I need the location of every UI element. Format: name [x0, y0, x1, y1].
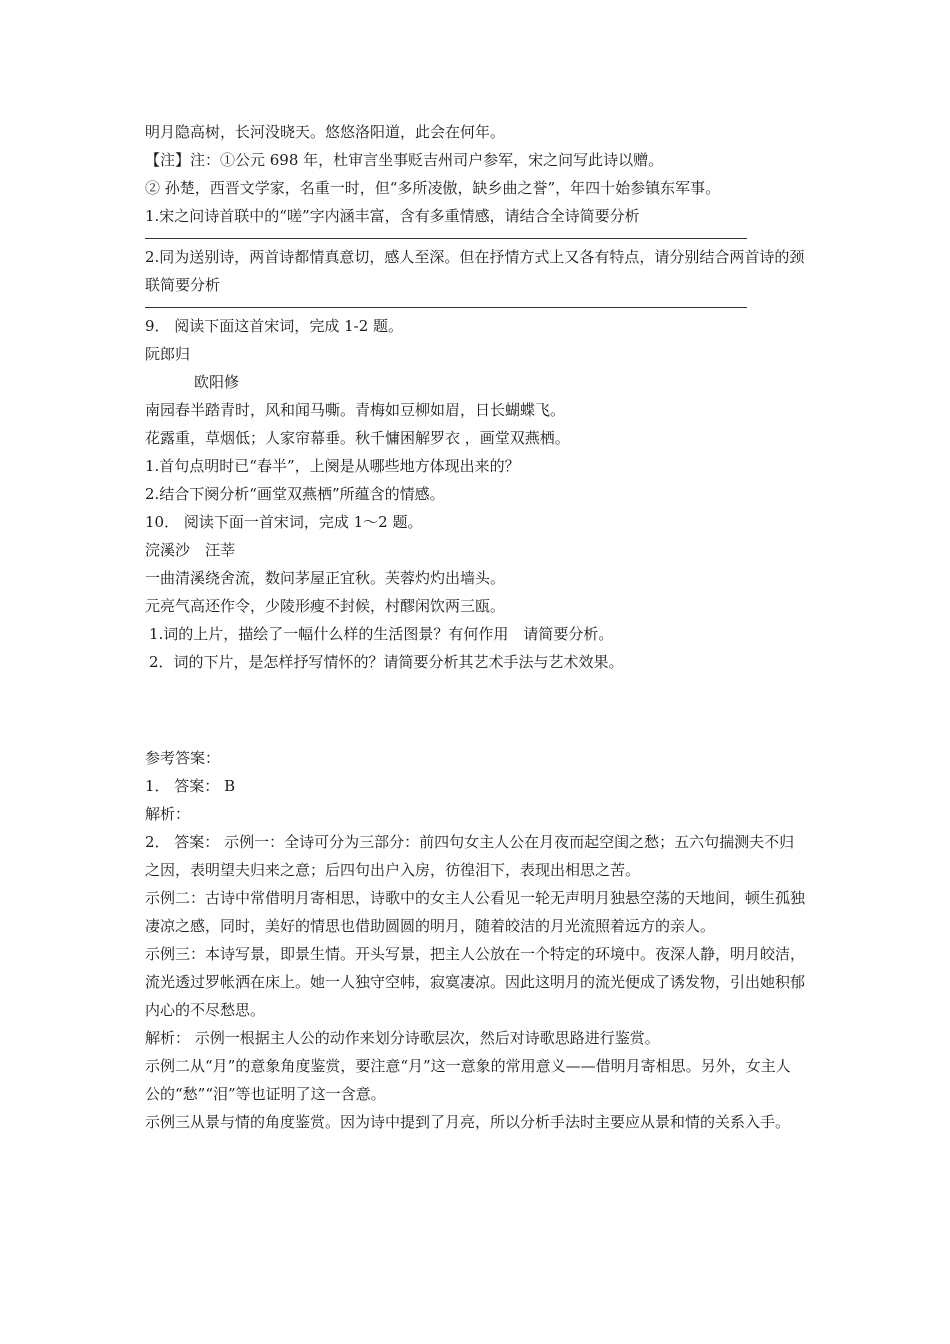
section-9-heading: 9． 阅读下面这首宋词，完成 1-2 题。	[145, 317, 404, 335]
answer-1: 1． 答案： B	[145, 777, 236, 795]
note-2: ② 孙楚，西晋文学家，名重一时，但“多所凌傲，缺乡曲之誉”，年四十始参镇东军事。	[145, 179, 721, 197]
section-10-verse-1: 一曲清溪绕舍流，数问茅屋正宜秋。芙蓉灼灼出墙头。	[145, 569, 506, 587]
section-9-question-1: 1.首句点明时已“春半”，上阕是从哪些地方体现出来的？	[145, 457, 520, 475]
answer-2-example-3: 示例三：本诗写景，即景生情。开头写景，把主人公放在一个特定的环境中。夜深人静，明月皎洁，流光透过罗帐洒在床上。她一人独守空帏，寂寞凄凉。因此这明月的流光便成了诱发物，引出她积郁内心的不尽愁思。	[145, 945, 806, 1019]
section-10-title: 浣溪沙 汪莘	[145, 541, 236, 559]
section-10-question-1: 1.词的上片，描绘了一幅什么样的生活图景？有何作用 请简要分析。	[149, 625, 614, 643]
section-10-question-2: 2．词的下片，是怎样抒写情怀的？请简要分析其艺术手法与艺术效果。	[149, 653, 624, 671]
section-9-title: 阮郎归	[145, 345, 191, 363]
question-1: 1.宋之问诗首联中的“嗟”字内涵丰富，含有多重情感，请结合全诗简要分析	[145, 207, 640, 225]
section-9-question-2: 2.结合下阕分析“画堂双燕栖”所蕴含的情感。	[145, 485, 445, 503]
section-9-verse-2: 花露重，草烟低；人家帘幕垂。秋千慵困解罗衣 ，画堂双燕栖。	[145, 429, 570, 447]
question-2: 2.同为送别诗，两首诗都情真意切，感人至深。但在抒情方式上又各有特点，请分别结合两首诗的颈联简要分析	[145, 248, 805, 294]
note-1: 【注】注：①公元 698 年，杜审言坐事贬吉州司户参军，宋之问写此诗以赠。	[145, 151, 664, 169]
answer-1-analysis: 解析：	[145, 805, 191, 823]
answer-2-analysis-2: 示例二从“月”的意象角度鉴赏，要注意“月”这一意象的常用意义——借明月寄相思。另外，女主人公的“愁”“泪”等也证明了这一含意。	[145, 1057, 791, 1103]
answer-2-analysis-3: 示例三从景与情的角度鉴赏。因为诗中提到了月亮，所以分析手法时主要应从景和情的关系入手。	[145, 1113, 791, 1131]
poem-line: 明月隐高树，长河没晓天。悠悠洛阳道，此会在何年。	[145, 123, 506, 141]
section-10-verse-2: 元亮气高还作令，少陵形瘦不封候，村醪闲饮两三瓯。	[145, 597, 506, 615]
section-9-verse-1: 南园春半踏青时，风和闻马嘶。青梅如豆柳如眉，日长蝴蝶飞。	[145, 401, 566, 419]
section-9-author: 欧阳修	[194, 373, 240, 391]
document-page	[145, 118, 825, 1136]
section-10-heading: 10． 阅读下面一首宋词，完成 1～2 题。	[145, 513, 423, 531]
answers-heading: 参考答案：	[145, 749, 221, 767]
answer-2: 2． 答案： 示例一：全诗可分为三部分：前四句女主人公在月夜而起空闺之愁；五六句揣测夫不归之因，表明望夫归来之意；后四句出户入房，彷徨泪下，表现出相思之苦。	[145, 833, 795, 879]
answer-2-analysis-1: 解析： 示例一根据主人公的动作来划分诗歌层次，然后对诗歌思路进行鉴赏。	[145, 1029, 660, 1047]
answer-2-example-2: 示例二：古诗中常借明月寄相思，诗歌中的女主人公看见一轮无声明月独悬空荡的天地间，顿生孤独凄凉之感，同时，美好的情思也借助圆圆的明月，随着皎洁的月光流照着远方的亲人。	[145, 889, 806, 935]
